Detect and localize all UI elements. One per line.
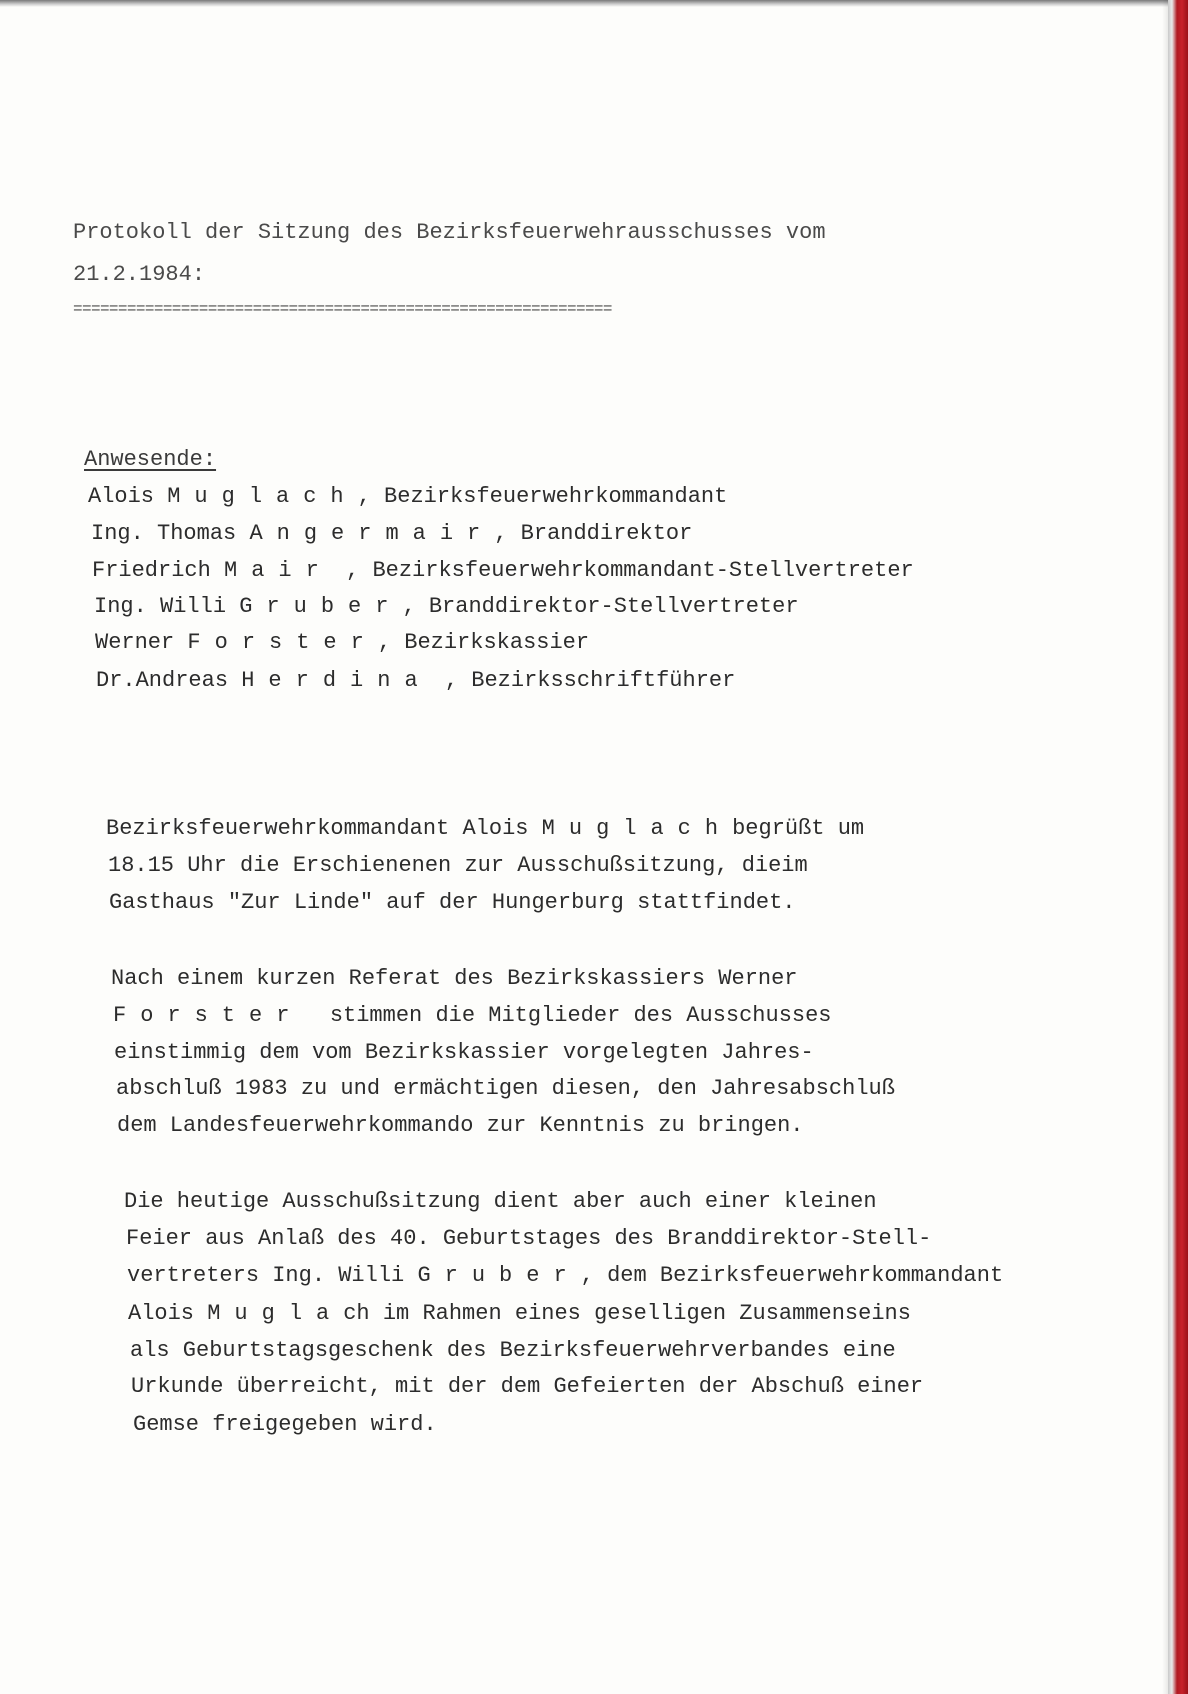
attendee-row: Friedrich Mair , Bezirksfeuerwehrkommandant-Stellvertreter bbox=[92, 558, 914, 583]
paragraph-line: dem Landesfeuerwehrkommando zur Kenntnis zu bringen. bbox=[117, 1113, 804, 1138]
paragraph-line: Die heutige Ausschußsitzung dient aber auch einer kleinen bbox=[124, 1189, 877, 1214]
attendee-row: Werner Forster, Bezirkskassier bbox=[95, 630, 590, 655]
title-double-rule: ============================================================ bbox=[73, 300, 612, 318]
paragraph-line: vertreters Ing. Willi Gruber, dem Bezirksfeuerwehrkommandant bbox=[127, 1263, 1004, 1288]
paragraph-line: Gemse freigegeben wird. bbox=[133, 1412, 437, 1437]
binder-spine bbox=[1168, 0, 1188, 1694]
paragraph-line: einstimmig dem vom Bezirkskassier vorgelegten Jahres- bbox=[114, 1040, 814, 1065]
attendee-name: Muglach bbox=[167, 484, 358, 509]
attendee-row: Ing. Thomas Angermair, Branddirektor bbox=[91, 521, 693, 546]
attendee-row: Alois Muglach, Bezirksfeuerwehrkommandant bbox=[88, 484, 728, 509]
attendee-name: Gruber bbox=[239, 594, 403, 619]
page-top-shadow bbox=[0, 0, 1188, 7]
paragraph-line: abschluß 1983 zu und ermächtigen diesen, den Jahresabschluß bbox=[116, 1076, 895, 1101]
person-name: Muglach bbox=[541, 816, 733, 841]
paragraph-line: Nach einem kurzen Referat des Bezirkskassiers Werner bbox=[111, 966, 798, 991]
paragraph-line: Forster stimmen die Mitglieder des Ausschusses bbox=[113, 1003, 832, 1028]
attendee-name: Herdina bbox=[241, 668, 432, 693]
attendee-name: Mair bbox=[224, 558, 333, 583]
paragraph-line: als Geburtstagsgeschenk des Bezirksfeuerwehrverbandes eine bbox=[130, 1338, 896, 1363]
paragraph-line: Gasthaus "Zur Linde" auf der Hungerburg stattfindet. bbox=[109, 890, 796, 915]
person-name: Mugla bbox=[207, 1301, 344, 1326]
paragraph-line: 18.15 Uhr die Erschienenen zur Ausschußsitzung, dieim bbox=[108, 853, 808, 878]
document-title-date: 21.2.1984: bbox=[73, 262, 206, 287]
person-name: Forster bbox=[113, 1003, 304, 1028]
paragraph-line: Alois Muglach im Rahmen eines geselligen Zusammenseins bbox=[128, 1301, 911, 1326]
paragraph-line: Bezirksfeuerwehrkommandant Alois Muglachbegrüßt um bbox=[106, 816, 865, 841]
paragraph-line: Feier aus Anlaß des 40. Geburtstages des Branddirektor-Stell- bbox=[126, 1226, 932, 1251]
document-title-line-1: Protokoll der Sitzung des Bezirksfeuerwehrausschusses vom bbox=[73, 220, 826, 245]
attendee-name: Angermair bbox=[249, 521, 495, 546]
attendee-row: Ing. Willi Gruber, Branddirektor-Stellvertreter bbox=[94, 594, 799, 619]
attendees-heading: Anwesende: bbox=[84, 447, 217, 472]
attendee-name: Forster bbox=[187, 630, 378, 655]
paragraph-line: Urkunde überreicht, mit der dem Gefeierten der Abschuß einer bbox=[131, 1374, 924, 1399]
person-name: Gruber bbox=[417, 1263, 581, 1288]
attendee-row: Dr.Andreas Herdina , Bezirksschriftführer bbox=[96, 668, 736, 693]
